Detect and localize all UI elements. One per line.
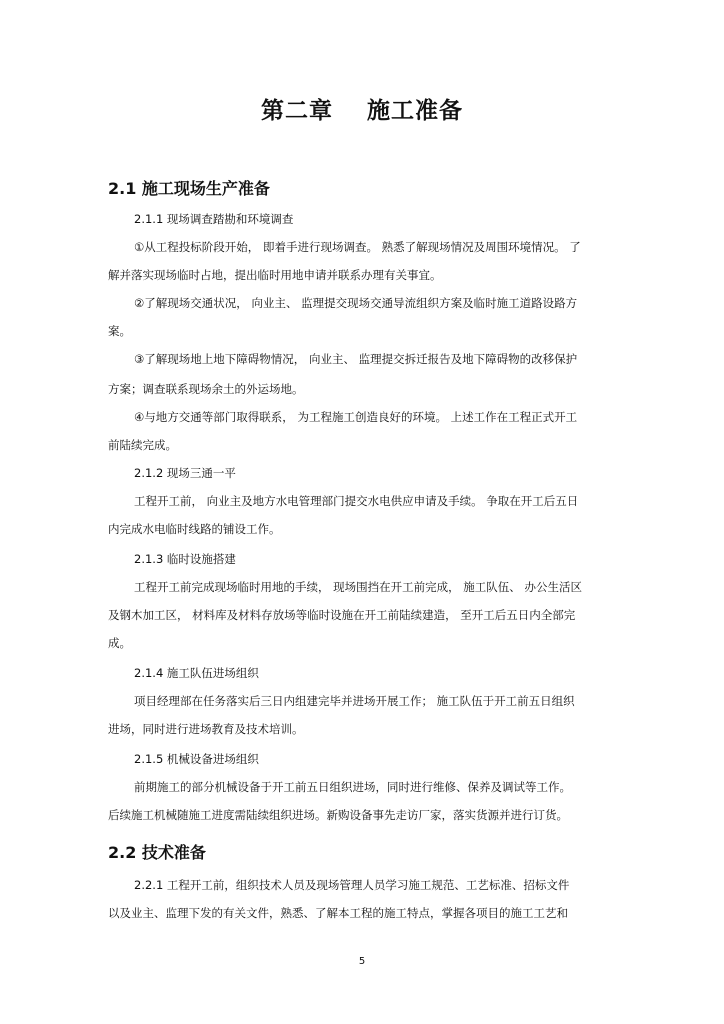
subsection-heading: 2.1.4 施工队伍进场组织 xyxy=(134,666,259,680)
paragraph-line: 工程开工前完成现场临时用地的手续， 现场围挡在开工前完成， 施工队伍、 办公生活区 xyxy=(134,580,582,594)
chapter-number: 第二章 xyxy=(261,98,333,124)
paragraph-line: ④与地方交通等部门取得联系， 为工程施工创造良好的环境。 上述工作在工程正式开工 xyxy=(134,410,578,424)
paragraph-line: 内完成水电临时线路的铺设工作。 xyxy=(108,522,281,536)
paragraph-line: 2.2.1 工程开工前，组织技术人员及现场管理人员学习施工规范、工艺标准、招标文件 xyxy=(134,878,570,892)
paragraph-line: 工程开工前， 向业主及地方水电管理部门提交水电供应申请及手续。 争取在开工后五日 xyxy=(134,494,579,508)
section-heading: 2.1 施工现场生产准备 xyxy=(108,179,270,198)
subsection-heading: 2.1.3 临时设施搭建 xyxy=(134,552,236,566)
paragraph-line: 及钢木加工区， 材料库及材料存放场等临时设施在开工前陆续建造， 至开工后五日内全部完 xyxy=(108,608,576,622)
paragraph-line: 成。 xyxy=(108,636,131,650)
paragraph-line: 前期施工的部分机械设备于开工前五日组织进场，同时进行维修、保养及调试等工作。 xyxy=(134,780,571,794)
paragraph-line: 进场，同时进行进场教育及技术培训。 xyxy=(108,722,304,736)
paragraph-line: 以及业主、监理下发的有关文件，熟悉、了解本工程的施工特点，掌握各项目的施工工艺和 xyxy=(108,906,568,920)
paragraph-line: ②了解现场交通状况， 向业主、 监理提交现场交通导流组织方案及临时施工道路设路方 xyxy=(134,296,578,310)
chapter-title xyxy=(0,92,724,125)
paragraph-line: 后续施工机械随施工进度需陆续组织进场。新购设备事先走访厂家，落实货源并进行订货。 xyxy=(108,808,568,822)
paragraph-line: 案。 xyxy=(108,324,131,338)
paragraph-line: 解并落实现场临时占地，提出临时用地申请并联系办理有关事宜。 xyxy=(108,268,442,282)
paragraph-line: 项目经理部在任务落实后三日内组建完毕并进场开展工作； 施工队伍于开工前五日组织 xyxy=(134,694,575,708)
subsection-heading: 2.1.5 机械设备进场组织 xyxy=(134,752,259,766)
paragraph-line: 方案；调查联系现场余土的外运场地。 xyxy=(108,382,304,396)
page-number: 5 xyxy=(358,956,366,967)
paragraph-line: ①从工程投标阶段开始， 即着手进行现场调查。 熟悉了解现场情况及周围环境情况。 了 xyxy=(134,240,581,254)
subsection-heading: 2.1.1 现场调查踏勘和环境调查 xyxy=(134,212,294,226)
paragraph-line: 前陆续完成。 xyxy=(108,438,177,452)
paragraph-line: ③了解现场地上地下障碍物情况， 向业主、 监理提交拆迁报告及地下障碍物的改移保护 xyxy=(134,352,578,366)
chapter-name: 施工准备 xyxy=(367,98,463,124)
subsection-heading: 2.1.2 现场三通一平 xyxy=(134,466,236,480)
section-heading: 2.2 技术准备 xyxy=(108,843,206,862)
